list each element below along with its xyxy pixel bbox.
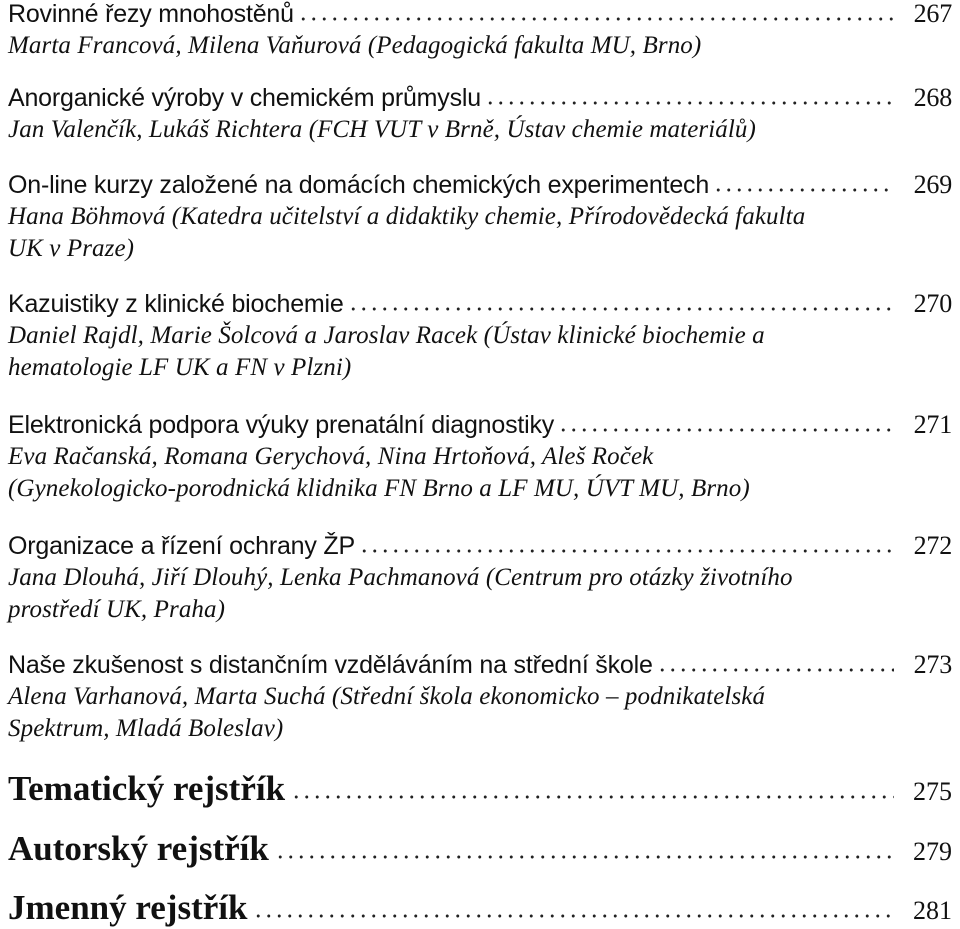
toc-entry-title: Rovinné řezy mnohostěnů [8,0,294,28]
toc-entry-title-row [8,649,952,681]
toc-entry-title-row [8,288,952,320]
toc-index-entry [8,829,952,869]
toc-entry-authors [8,562,952,626]
toc-index-entry [8,769,952,809]
toc-entry-authors [8,681,952,745]
toc-entry-page: 269 [913,170,952,199]
authors-line: UK v Praze) [8,235,135,262]
authors-line: hematologie LF UK a FN v Plzni) [8,354,352,381]
toc-entry-page: 272 [913,531,952,560]
toc-entry-title: Organizace a řízení ochrany ŽP [8,532,355,560]
toc-entry [8,82,952,146]
toc-entry-authors [8,201,952,265]
toc-index-title: Autorský rejstřík [8,829,269,868]
toc-entry-page: 270 [913,289,952,318]
toc-entry-page: 271 [913,410,952,439]
dot-leader [275,854,894,860]
dot-leader [558,427,894,433]
toc-entry [8,409,952,505]
toc-entry-title-row [8,530,952,562]
toc-index-page: 275 [913,777,952,806]
dot-leader [657,667,894,673]
authors-line: Jana Dlouhá, Jiří Dlouhý, Lenka Pachmanová (Centrum pro otázky životního [8,564,793,591]
dot-leader [298,16,894,22]
toc-entry [8,649,952,745]
toc-entry-title: On-line kurzy založené na domácích chemických experimentech [8,171,710,199]
toc-entry-title-row [8,0,952,30]
authors-line: Marta Francová, Milena Vaňurová (Pedagogická fakulta MU, Brno) [8,32,702,59]
authors-line: Hana Böhmová (Katedra učitelství a didaktiky chemie, Přírodovědecká fakulta [8,203,806,230]
toc-entry-title-row [8,82,952,114]
toc-entry-authors [8,30,952,62]
toc-index-title: Tematický rejstřík [8,769,286,808]
toc-entry-title: Elektronická podpora výuky prenatální diagnostiky [8,411,555,439]
dot-leader [348,306,894,312]
dot-leader [291,794,894,800]
toc-index-page: 281 [913,896,952,925]
toc-index-title: Jmenný rejstřík [8,888,248,927]
toc-entry-title: Kazuistiky z klinické biochemie [8,290,344,318]
toc-entry-authors [8,441,952,505]
dot-leader [359,548,894,554]
authors-line: prostředí UK, Praha) [8,596,226,623]
toc-entry-title-row [8,169,952,201]
toc-entry-title-row [8,409,952,441]
authors-line: Spektrum, Mladá Boleslav) [8,715,284,742]
toc-entry-page: 268 [913,83,952,112]
toc-entry [8,530,952,626]
toc-entry-authors [8,114,952,146]
authors-line: Eva Račanská, Romana Gerychová, Nina Hrtoňová, Aleš Roček [8,443,654,470]
authors-line: Daniel Rajdl, Marie Šolcová a Jaroslav Racek (Ústav klinické biochemie a [8,322,765,349]
toc-entry-page: 267 [913,0,952,28]
dot-leader [485,100,894,106]
toc-entry-title: Naše zkušenost s distančním vzděláváním na střední škole [8,651,653,679]
authors-line: (Gynekologicko-porodnická klidnika FN Brno a LF MU, ÚVT MU, Brno) [8,475,750,502]
toc-entry-title: Anorganické výroby v chemickém průmyslu [8,84,481,112]
authors-line: Jan Valenčík, Lukáš Richtera (FCH VUT v Brně, Ústav chemie materiálů) [8,116,756,143]
authors-line: Alena Varhanová, Marta Suchá (Střední škola ekonomicko – podnikatelská [8,683,766,710]
toc-entry [8,288,952,384]
toc-entry-page: 273 [913,650,952,679]
toc-entry [8,169,952,265]
toc-index-page: 279 [913,837,952,866]
toc-index-entry [8,888,952,928]
dot-leader [253,913,894,919]
dot-leader [713,187,894,193]
toc-entry-authors [8,320,952,384]
toc-entry [8,0,952,62]
